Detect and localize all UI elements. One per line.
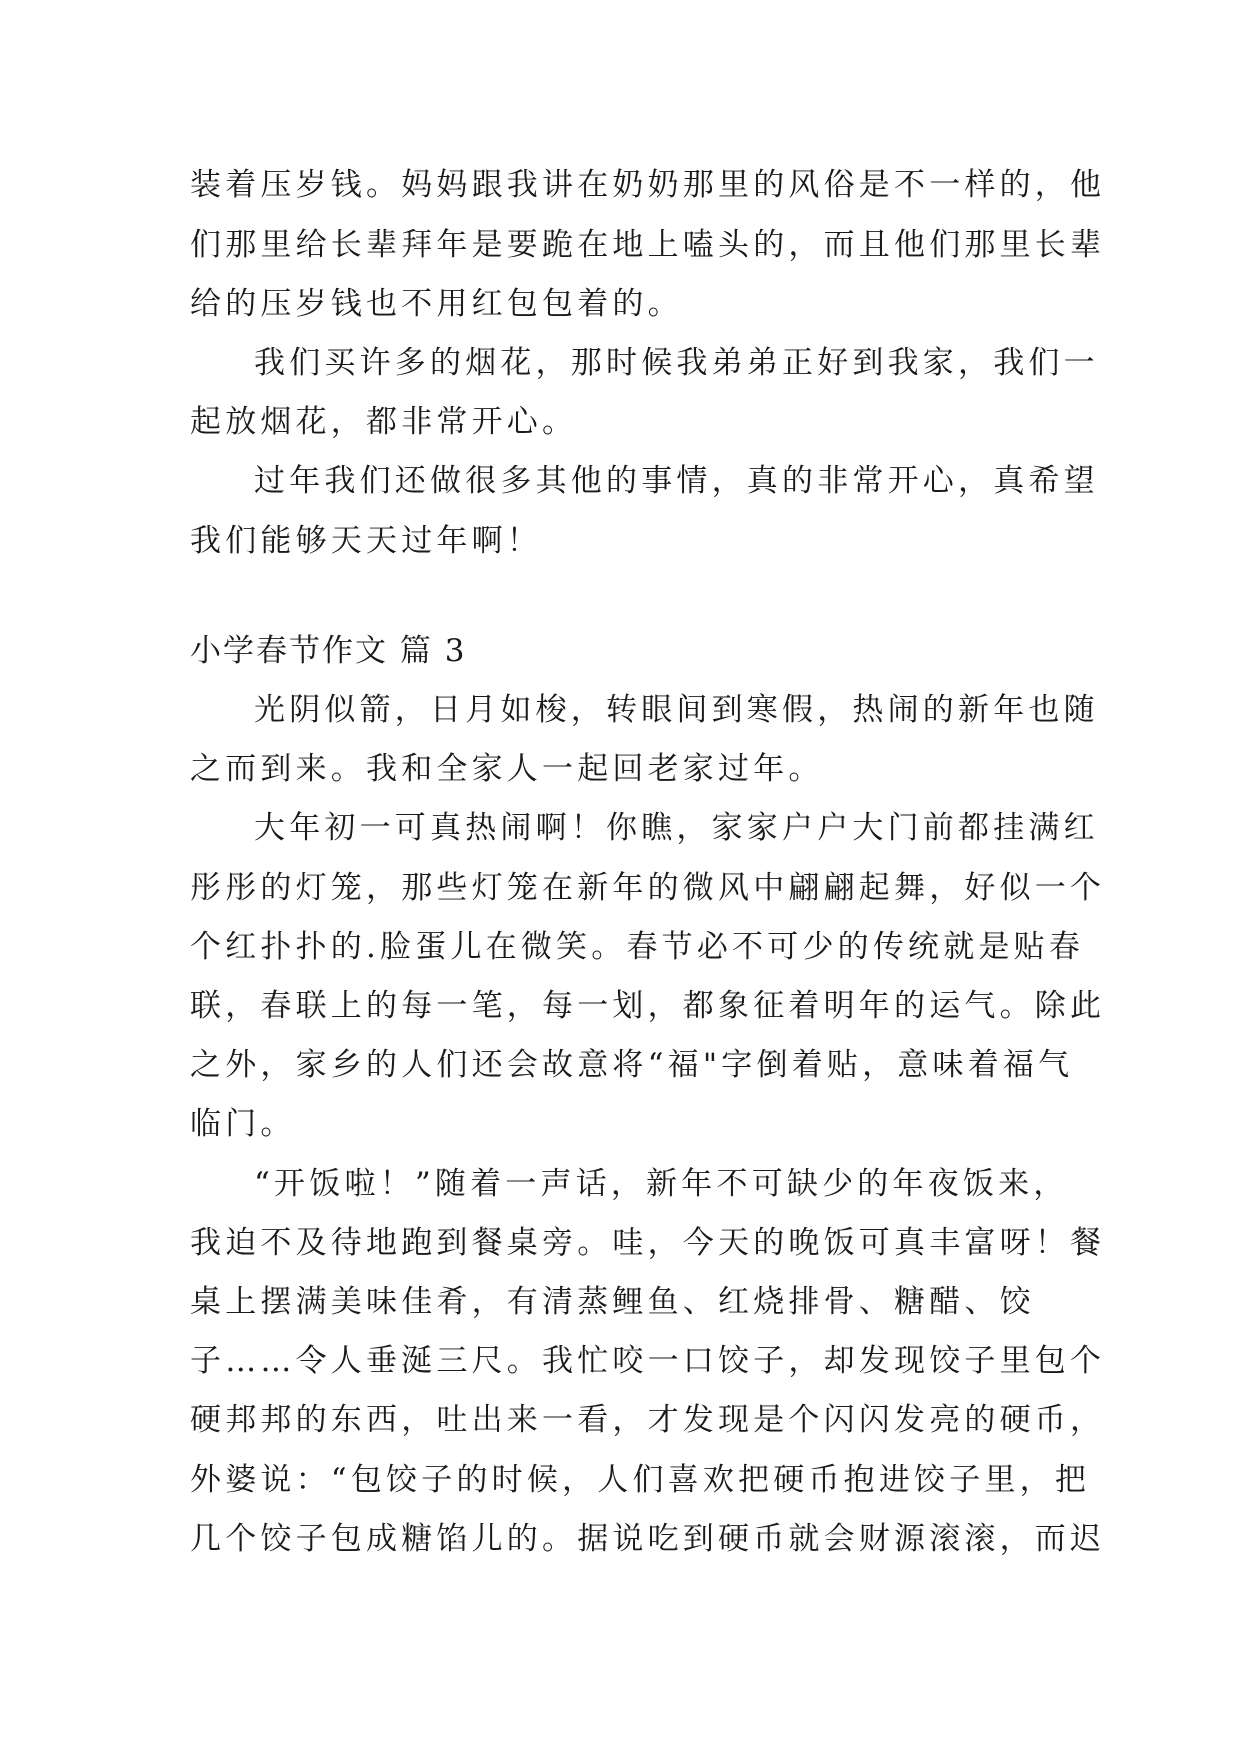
text-line: 光阴似箭，日月如梭，转眼间到寒假，热闹的新年也随 — [254, 692, 1099, 728]
text-line: 大年初一可真热闹啊！你瞧，家家户户大门前都挂满红 — [254, 810, 1099, 846]
text-line: 几个饺子包成糖馅儿的。据说吃到硬币就会财源滚滚，而迟 — [190, 1521, 1106, 1557]
text-line: 给的压岁钱也不用红包包着的。 — [190, 286, 683, 322]
text-line: 起放烟花，都非常开心。 — [190, 404, 578, 440]
text-line: 我们能够天天过年啊！ — [190, 523, 542, 559]
text-line: 彤彤的灯笼，那些灯笼在新年的微风中翩翩起舞，好似一个 — [190, 870, 1106, 906]
text-line: 装着压岁钱。妈妈跟我讲在奶奶那里的风俗是不一样的，他 — [190, 167, 1106, 203]
text-line: 过年我们还做很多其他的事情，真的非常开心，真希望 — [254, 463, 1099, 499]
text-line: 桌上摆满美味佳肴，有清蒸鲤鱼、红烧排骨、糖醋、饺 — [190, 1284, 1035, 1320]
text-line: 联，春联上的每一笔，每一划，都象征着明年的运气。除此 — [190, 988, 1106, 1024]
text-line: 外婆说：“包饺子的时候，人们喜欢把硬币抱进饺子里，把 — [190, 1462, 1091, 1498]
text-line: 之而到来。我和全家人一起回老家过年。 — [190, 751, 824, 787]
text-line: 临门。 — [190, 1106, 296, 1142]
text-line: 个红扑扑的.脸蛋儿在微笑。春节必不可少的传统就是贴春 — [190, 929, 1085, 965]
text-line: 子……令人垂涎三尺。我忙咬一口饺子，却发现饺子里包个 — [190, 1343, 1106, 1379]
text-line: “开饭啦！”随着一声话，新年不可缺少的年夜饭来， — [254, 1166, 1069, 1202]
text-line: 们那里给长辈拜年是要跪在地上嗑头的，而且他们那里长辈 — [190, 227, 1106, 263]
text-line: 硬邦邦的东西，吐出来一看，才发现是个闪闪发亮的硬币， — [190, 1402, 1106, 1438]
text-line: 我迫不及待地跑到餐桌旁。哇，今天的晚饭可真丰富呀！餐 — [190, 1225, 1106, 1261]
text-line: 我们买许多的烟花，那时候我弟弟正好到我家，我们一 — [254, 345, 1099, 381]
text-line: 之外，家乡的人们还会故意将“福"字倒着贴，意味着福气 — [190, 1047, 1074, 1083]
section-heading: 小学春节作文 篇 3 — [190, 633, 467, 669]
